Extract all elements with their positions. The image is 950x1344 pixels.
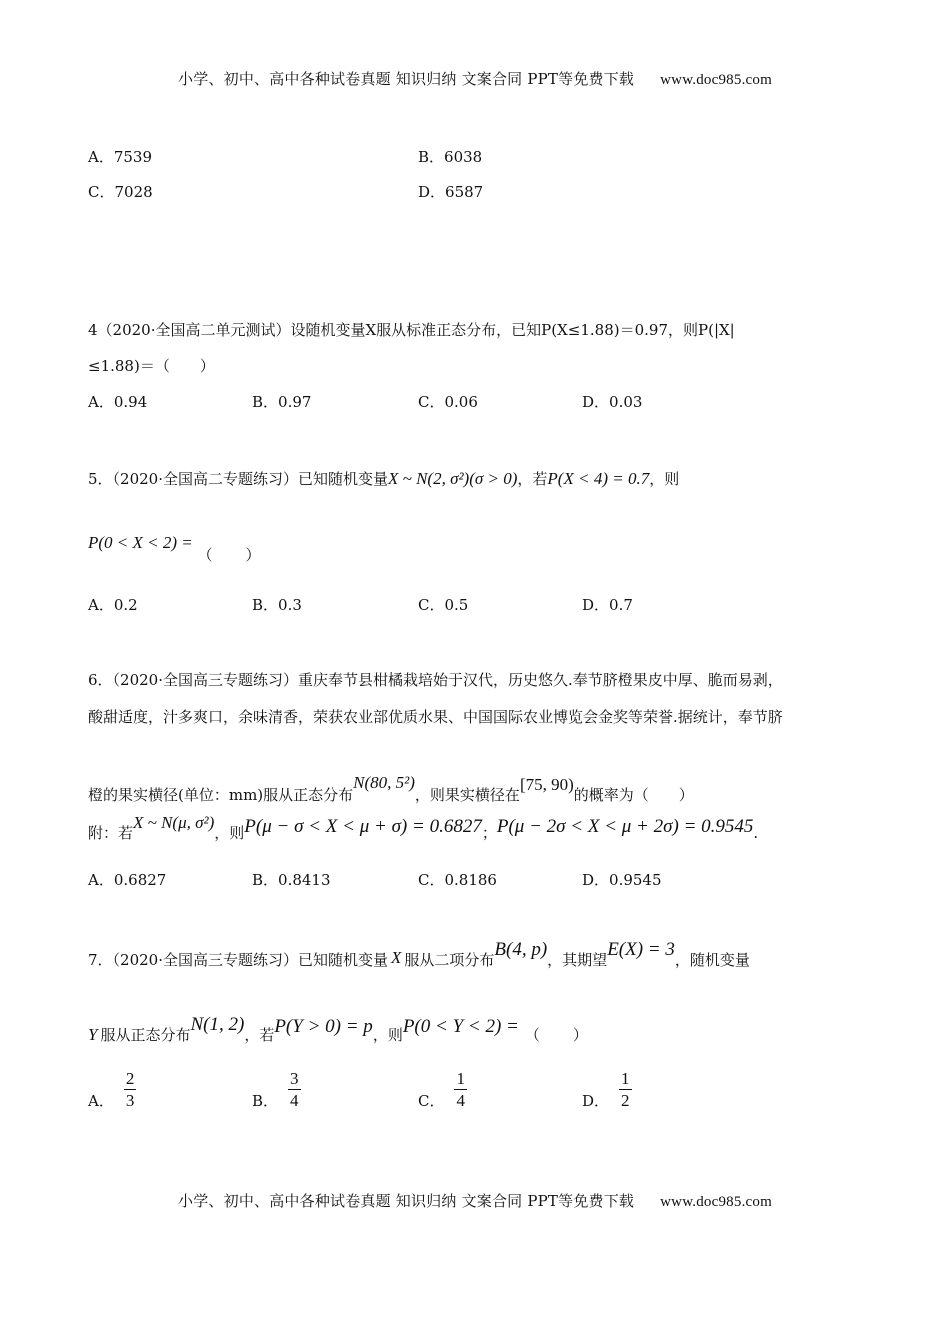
- q6-stem-line2: 酸甜适度，汁多爽口，余味清香，荣获农业部优质水果、中国国际农业博览会金奖等荣誉.据统计，奉节脐: [88, 708, 783, 726]
- q4-stem-line2: ≤1.88)＝（ ）: [88, 357, 215, 375]
- q5-condition-formula: P(X < 4) = 0.7: [547, 469, 650, 488]
- q7-option-b-numerator: 3: [288, 1068, 301, 1090]
- q7-option-a-fraction: [124, 1068, 137, 1112]
- q7-option-d-fraction: [619, 1068, 632, 1112]
- q7-stem-line2: [88, 1014, 589, 1046]
- q5-ask-formula: P(0 < X < 2) =: [88, 533, 193, 552]
- q7-line1-text-d: ，随机变量: [674, 951, 750, 969]
- q6-distribution-formula: N(80, 5²): [353, 773, 415, 792]
- q7-option-a-label: A．: [88, 1091, 114, 1110]
- q6-line3-text-b: ，则果实横径在: [414, 786, 520, 804]
- q6-stem-line1: 6．（2020·全国高三专题练习）重庆奉节县柑橘栽培始于汉代，历史悠久.奉节脐橙果皮中厚、脆而易剥，: [88, 671, 783, 689]
- q7-option-b-denominator: 4: [290, 1091, 299, 1111]
- q4-option-c: C．0.06: [418, 393, 478, 411]
- q7-option-d: [582, 1068, 632, 1112]
- q7-line2-text-c: ，则: [372, 1026, 403, 1044]
- q5-stem-line1: [88, 468, 679, 489]
- q4-stem-line1: 4（2020·全国高二单元测试）设随机变量X服从标准正态分布，已知P(X≤1.88)＝0.97，则P(|X|: [88, 321, 735, 339]
- q5-distribution-formula: X ~ N(2, σ²)(σ > 0): [388, 469, 518, 488]
- q7-option-c: [418, 1068, 467, 1112]
- q6-note-distribution: X ~ N(μ, σ²): [133, 813, 215, 832]
- q4-option-d: D．0.03: [582, 393, 643, 411]
- q6-line3-text-c: 的概率为（ ）: [573, 786, 694, 804]
- footer-text: 小学、初中、高中各种试卷真题 知识归纳 文案合同 PPT等免费下载: [178, 1192, 635, 1210]
- q7-option-a-numerator: 2: [124, 1068, 137, 1090]
- q4-option-a: A．0.94: [88, 393, 148, 411]
- q7-ask-formula: P(0 < Y < 2) =: [402, 1016, 519, 1037]
- q7-variable-y: Y: [88, 1025, 98, 1044]
- header-site: www.doc985.com: [660, 72, 772, 88]
- q5-mid: ，若: [517, 470, 548, 488]
- q7-variable-x: X: [391, 948, 402, 967]
- q5-option-d: D．0.7: [582, 596, 633, 614]
- q3-option-b: B．6038: [418, 148, 483, 166]
- q3-option-a: A．7539: [88, 148, 153, 166]
- q3-option-c: C．7028: [88, 183, 153, 201]
- q7-option-b-fraction: [288, 1068, 301, 1112]
- q7-option-c-fraction: [454, 1068, 467, 1112]
- q7-option-a: [88, 1068, 136, 1112]
- q6-note-separator: ；: [481, 824, 497, 842]
- q7-stem-line1: [88, 939, 750, 971]
- q7-option-a-denominator: 3: [125, 1091, 135, 1111]
- q7-option-d-denominator: 2: [621, 1091, 630, 1111]
- q6-option-d: D．0.9545: [582, 871, 662, 889]
- header-text: 小学、初中、高中各种试卷真题 知识归纳 文案合同 PPT等免费下载: [178, 70, 635, 88]
- q7-condition-formula: P(Y > 0) = p: [274, 1016, 373, 1037]
- q3-option-d: D．6587: [418, 183, 484, 201]
- q6-note-formula-2: P(μ − 2σ < X < μ + 2σ) = 0.9545: [496, 816, 754, 837]
- q7-option-b-label: B．: [252, 1091, 279, 1110]
- q4-option-b: B．0.97: [252, 393, 312, 411]
- q6-stem-line3: [88, 773, 694, 805]
- q7-option-b: [252, 1068, 301, 1112]
- q7-option-c-label: C．: [418, 1091, 445, 1110]
- q7-normal-formula: N(1, 2): [190, 1014, 245, 1035]
- q5-answer-blank: （ ）: [197, 546, 262, 564]
- q5-prefix: 5．（2020·全国高二专题练习）已知随机变量: [88, 470, 388, 488]
- q6-option-c: C．0.8186: [418, 871, 497, 889]
- q7-option-d-numerator: 1: [619, 1068, 632, 1090]
- page-header: [0, 68, 950, 89]
- q6-note-text-a: 附：若: [88, 824, 134, 842]
- q7-option-d-label: D．: [582, 1091, 610, 1110]
- q7-option-c-numerator: 1: [454, 1068, 467, 1090]
- q6-line3-text-a: 橙的果实横径(单位：mm)服从正态分布: [88, 786, 354, 804]
- page-footer: [0, 1190, 950, 1211]
- q5-option-c: C．0.5: [418, 596, 469, 614]
- q6-note-end: .: [753, 824, 759, 842]
- q7-line1-text-c: ，其期望: [547, 951, 608, 969]
- q5-end: ，则: [649, 470, 680, 488]
- q5-option-b: B．0.3: [252, 596, 302, 614]
- q7-line1-text-a: 7．（2020·全国高三专题练习）已知随机变量: [88, 951, 388, 969]
- q7-line1-text-b: 服从二项分布: [404, 951, 495, 969]
- q6-option-b: B．0.8413: [252, 871, 331, 889]
- q7-option-c-denominator: 4: [456, 1091, 465, 1111]
- q6-note-formula-1: P(μ − σ < X < μ + σ) = 0.6827: [244, 816, 482, 837]
- q7-answer-blank: （ ）: [524, 1026, 589, 1044]
- q5-stem-line2: [88, 532, 262, 564]
- q6-interval-formula: [75, 90): [519, 775, 574, 794]
- q6-note-line: [88, 813, 759, 844]
- q6-option-a: A．0.6827: [88, 871, 167, 889]
- q7-line2-text-b: ，若: [244, 1026, 275, 1044]
- q7-line2-text-a: 服从正态分布: [100, 1026, 191, 1044]
- q7-expectation-formula: E(X) = 3: [607, 939, 675, 960]
- q7-binomial-formula: B(4, p): [494, 939, 548, 960]
- footer-site: www.doc985.com: [660, 1194, 772, 1210]
- q6-note-text-b: ，则: [214, 824, 245, 842]
- q5-option-a: A．0.2: [88, 596, 138, 614]
